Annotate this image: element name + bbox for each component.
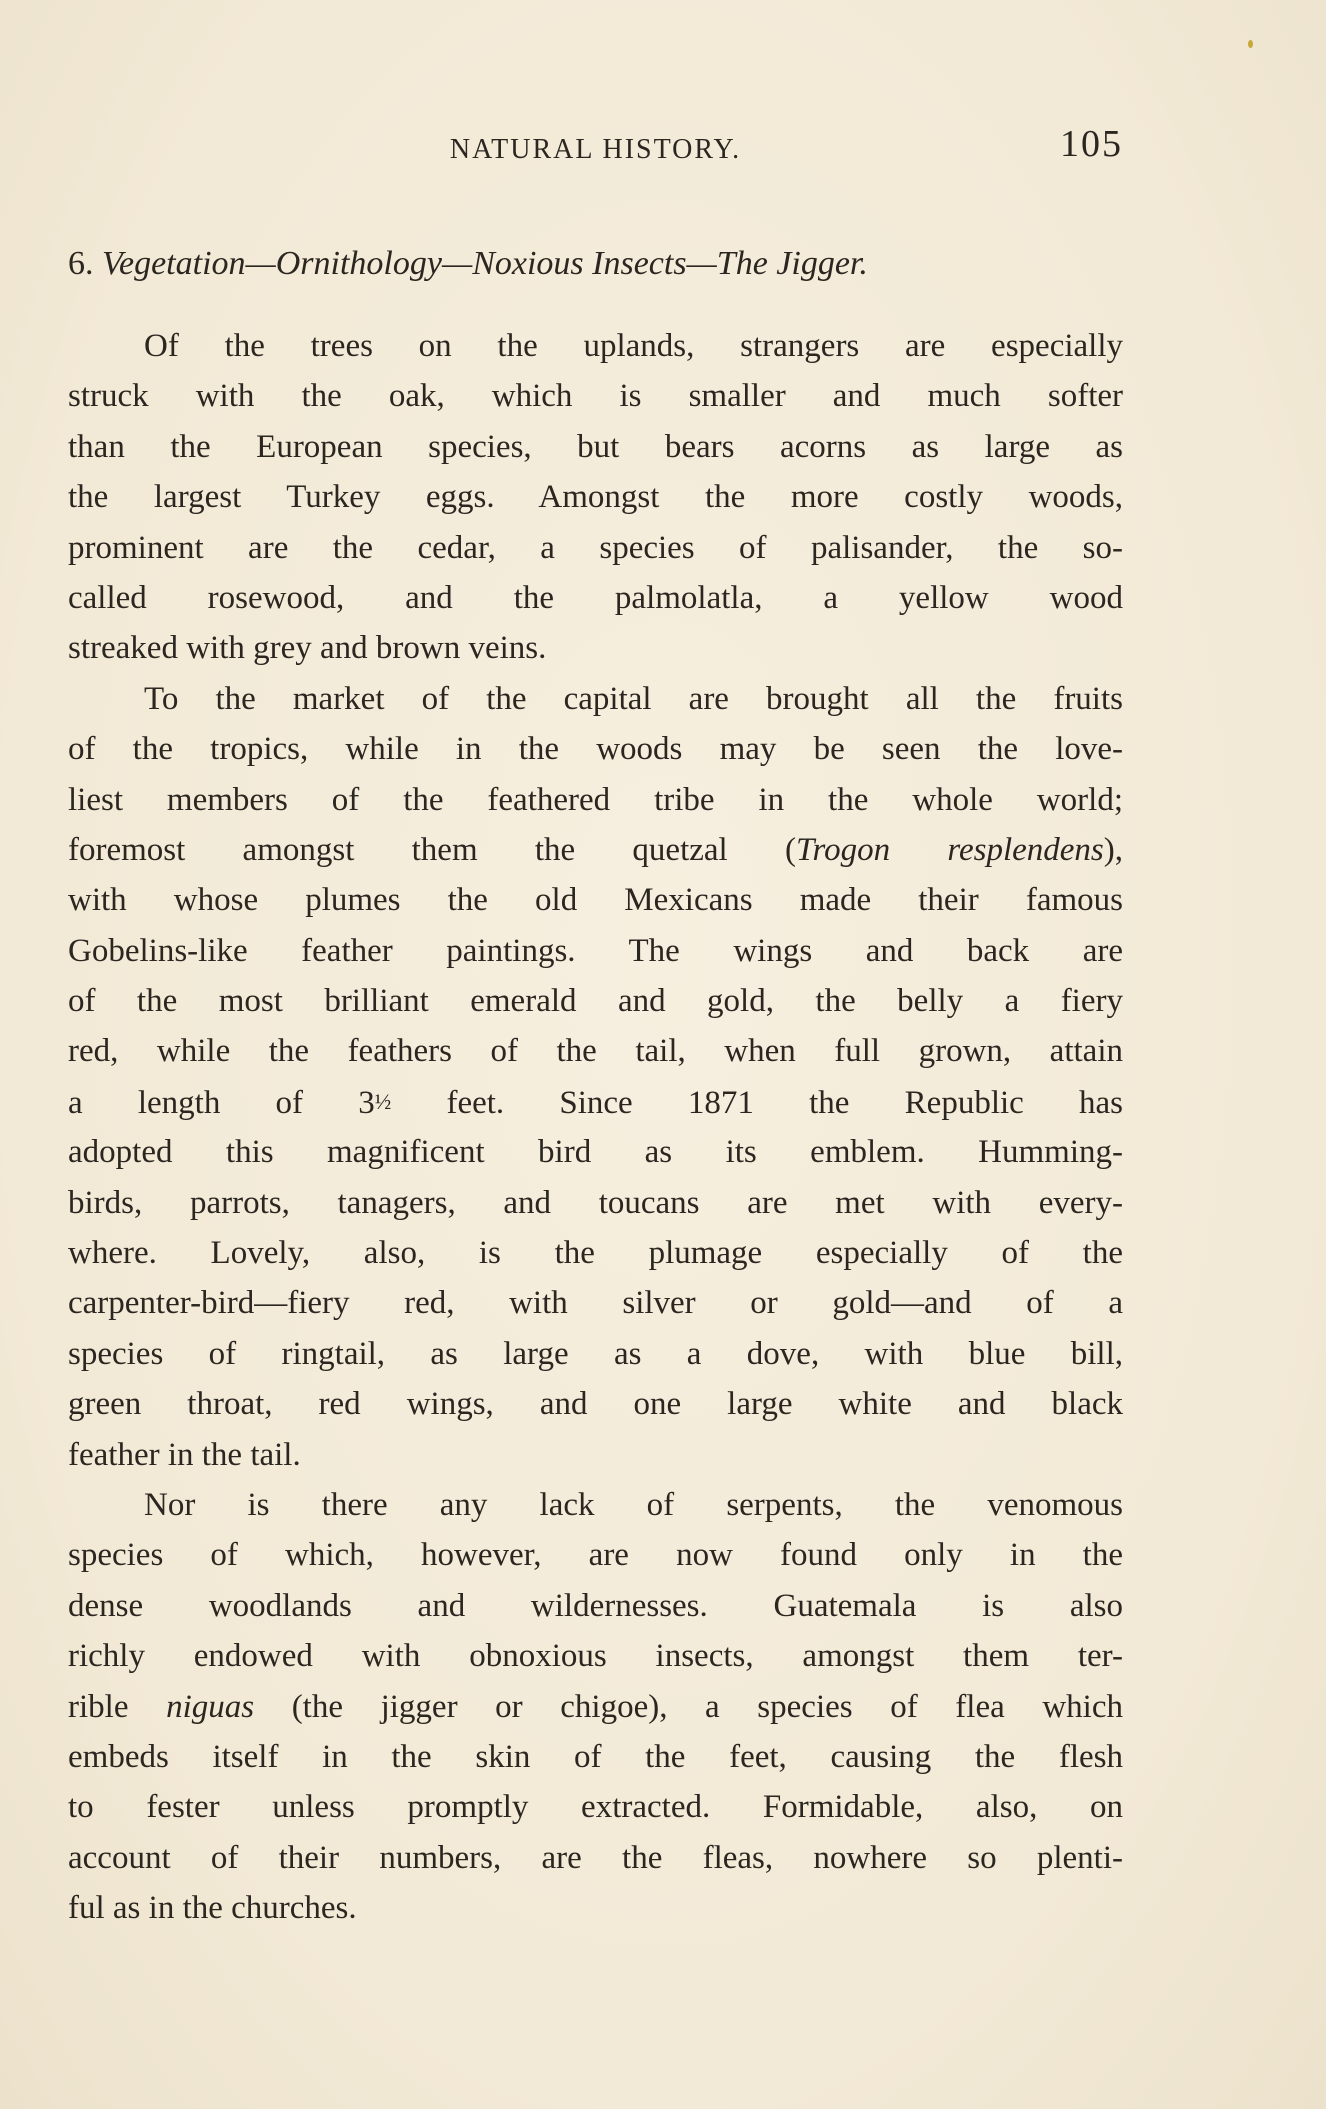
- text-run: carpenter-bird—fiery red, with silver or gold—and of a: [68, 1285, 1123, 1322]
- running-title: NATURAL HISTORY.: [449, 134, 742, 165]
- text-run: birds, parrots, tanagers, and toucans are met with every-: [68, 1184, 1123, 1221]
- text-run: feet. Since 1871 the Republic has: [391, 1084, 1123, 1121]
- text-line: [68, 1228, 1123, 1278]
- text-run: Nor is there any lack of serpents, the venomous: [144, 1486, 1123, 1523]
- text-line: [68, 775, 1123, 825]
- text-line: [68, 724, 1123, 774]
- text-run: ),: [1103, 831, 1123, 868]
- text-line: [68, 875, 1123, 925]
- text-run: liest members of the feathered tribe in the whole world;: [68, 781, 1123, 818]
- text-line: [68, 1530, 1123, 1580]
- text-run: rible: [68, 1688, 167, 1725]
- text-line: [68, 1329, 1123, 1379]
- paper-speck: [1248, 40, 1253, 48]
- text-run: of the tropics, while in the woods may be seen the love-: [68, 731, 1123, 768]
- text-line: [68, 321, 1123, 371]
- text-line: [68, 573, 1123, 623]
- text-run: feather in the tail.: [68, 1436, 301, 1473]
- text-run: of the most brilliant emerald and gold, the belly a fiery: [68, 983, 1123, 1020]
- section-heading: [68, 245, 1123, 283]
- text-run: where. Lovely, also, is the plumage especially of the: [68, 1235, 1123, 1272]
- section-title: Vegetation—Ornithology—Noxious Insects—The Jigger.: [102, 245, 868, 282]
- text-run: species of ringtail, as large as a dove, with blue bill,: [68, 1335, 1123, 1372]
- section-number: 6.: [68, 245, 94, 282]
- text-run: ful as in the churches.: [68, 1890, 357, 1927]
- text-line: [68, 1833, 1123, 1883]
- text-line: [68, 976, 1123, 1026]
- text-run: prominent are the cedar, a species of palisander, the so-: [68, 529, 1123, 566]
- text-run: red, while the feathers of the tail, when full grown, attain: [68, 1033, 1123, 1070]
- text-line: [68, 1278, 1123, 1328]
- text-line: [68, 1480, 1123, 1530]
- text-run: foremost amongst them the quetzal (: [68, 831, 796, 868]
- text-line: [68, 1631, 1123, 1681]
- text-run: (the jigger or chigoe), a species of flea which: [254, 1688, 1123, 1725]
- body-text: [68, 321, 1123, 1934]
- text-line: [68, 825, 1123, 875]
- text-line: [68, 1732, 1123, 1782]
- text-line: [68, 623, 1123, 673]
- text-line: [68, 371, 1123, 421]
- text-line: [68, 674, 1123, 724]
- text-line: [68, 1178, 1123, 1228]
- text-run: Of the trees on the uplands, strangers are especially: [144, 328, 1123, 364]
- text-line: [68, 1026, 1123, 1076]
- text-run: to fester unless promptly extracted. Formidable, also, on: [68, 1789, 1123, 1826]
- text-run: embeds itself in the skin of the feet, causing the flesh: [68, 1738, 1123, 1775]
- text-line: [68, 1127, 1123, 1177]
- text-line: [68, 1581, 1123, 1631]
- text-run: the largest Turkey eggs. Amongst the more costly woods,: [68, 479, 1123, 516]
- text-line: [68, 422, 1123, 472]
- text-line: [68, 1430, 1123, 1480]
- text-run: than the European species, but bears acorns as large as: [68, 428, 1123, 465]
- text-run: called rosewood, and the palmolatla, a yellow wood: [68, 579, 1123, 616]
- text-run: To the market of the capital are brought all the fruits: [144, 680, 1123, 717]
- page-number: 105: [1060, 123, 1123, 165]
- text-line: [68, 1379, 1123, 1429]
- text-line: [68, 1682, 1123, 1732]
- text-run: Gobelins-like feather paintings. The wings and back are: [68, 932, 1123, 969]
- text-run: account of their numbers, are the fleas, nowhere so plenti-: [68, 1839, 1123, 1876]
- fraction: ½: [374, 1088, 392, 1114]
- text-run: dense woodlands and wildernesses. Guatemala is also: [68, 1587, 1123, 1624]
- text-run: struck with the oak, which is smaller and much softer: [68, 378, 1123, 415]
- text-run: streaked with grey and brown veins.: [68, 630, 547, 667]
- text-line: [68, 1883, 1123, 1933]
- italic-term: Trogon resplendens: [795, 831, 1104, 868]
- running-head: [68, 122, 1123, 172]
- text-run: species of which, however, are now found only in the: [68, 1537, 1123, 1574]
- text-run: green throat, red wings, and one large white and black: [68, 1386, 1123, 1423]
- text-line: [68, 523, 1123, 573]
- text-run: richly endowed with obnoxious insects, amongst them ter-: [68, 1638, 1123, 1675]
- text-run: a length of 3: [68, 1084, 375, 1121]
- text-line: [68, 1782, 1123, 1832]
- text-run: adopted this magnificent bird as its emblem. Humming-: [68, 1134, 1123, 1171]
- italic-term: niguas: [166, 1688, 255, 1725]
- text-line: [68, 926, 1123, 976]
- text-line: [68, 472, 1123, 522]
- text-line: [68, 1077, 1123, 1127]
- text-run: with whose plumes the old Mexicans made their famous: [68, 882, 1123, 919]
